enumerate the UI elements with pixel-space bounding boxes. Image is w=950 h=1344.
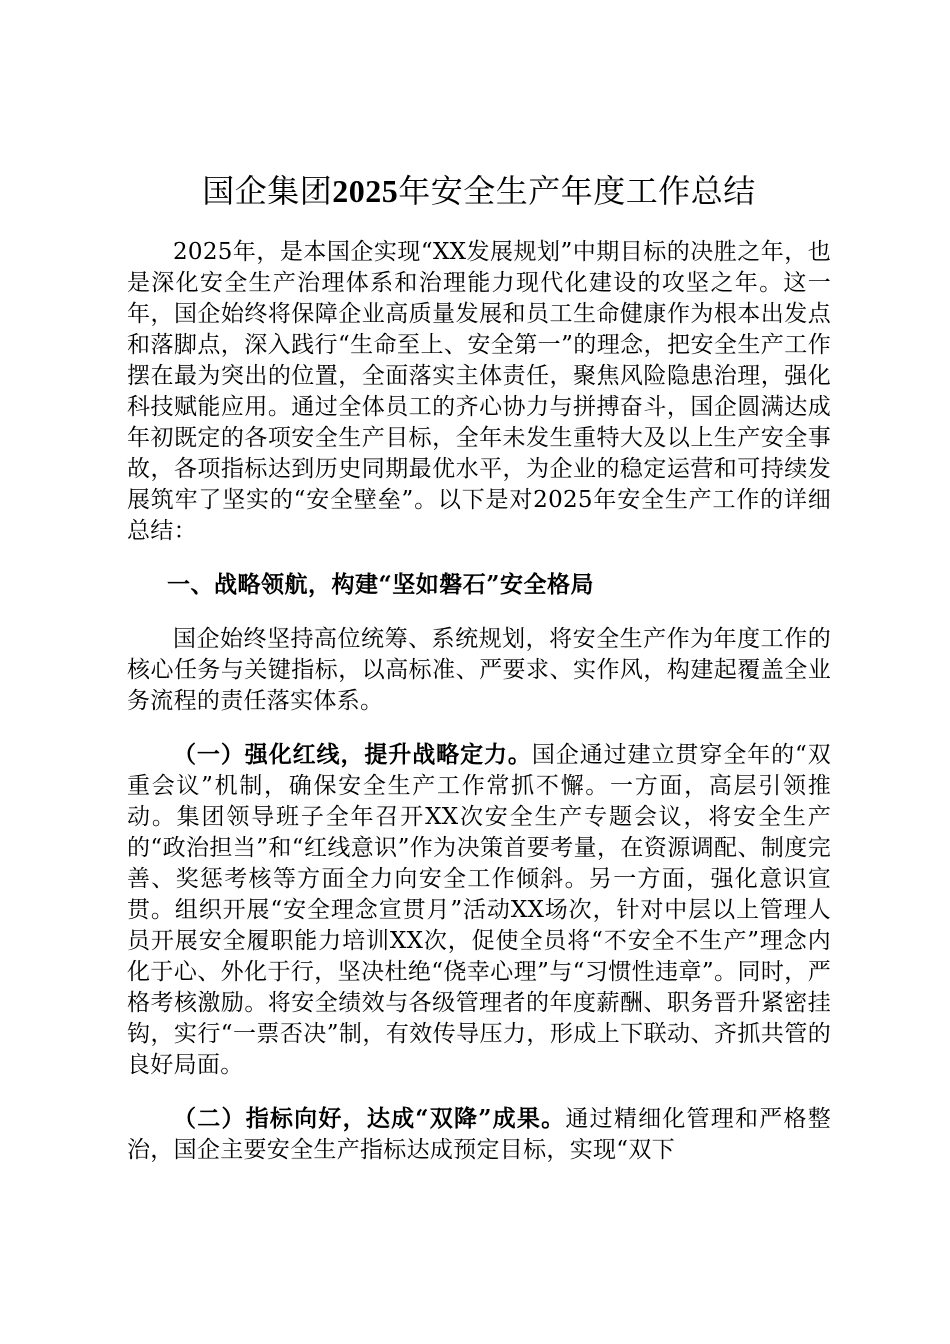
title-suffix: 年安全生产年度工作总结 bbox=[398, 172, 756, 210]
subsection-1-paragraph bbox=[127, 739, 831, 1081]
subsection-1-body: 国企通过建立贯穿全年的“双重会议”机制，确保安全生产工作常抓不懈。一方面，高层引领推动。集团领导班子全年召开XX次安全生产专题会议，将安全生产的“政治担当”和“红线意识”作为决策首要考量，在资源调配、制度完善、奖惩考核等方面全力向安全工作倾斜。另一方面，强化意识宣贯。组织开展“安全理念宣贯月”活动XX场次，针对中层以上管理人员开展安全履职能力培训XX次，促使全员将“不安全不生产”理念内化于心、外化于行，坚决杜绝“侥幸心理”与“习惯性违章”。同时，严格考核激励。将安全绩效与各级管理者的年度薪酬、职务晋升紧密挂钩，实行“一票否决”制，有效传导压力，形成上下联动、齐抓共管的良好局面。 bbox=[127, 742, 831, 1078]
intro-paragraph: 2025年，是本国企实现“XX发展规划”中期目标的决胜之年，也是深化安全生产治理体系和治理能力现代化建设的攻坚之年。这一年，国企始终将保障企业高质量发展和员工生命健康作为根本出发点和落脚点，深入践行“生命至上、安全第一”的理念，把安全生产工作摆在最为突出的位置，全面落实主体责任，聚焦风险隐患治理，强化科技赋能应用。通过全体员工的齐心协力与拼搏奋斗，国企圆满达成年初既定的各项安全生产目标，全年未发生重特大及以上生产安全事故，各项指标达到历史同期最优水平，为企业的稳定运营和可持续发展筑牢了坚实的“安全壁垒”。以下是对2025年安全生产工作的详细总结： bbox=[127, 239, 831, 544]
subsection-1-lead: （一）强化红线，提升战略定力。 bbox=[173, 741, 532, 768]
section-1-heading: 一、战略领航，构建“坚如磐石”安全格局 bbox=[167, 571, 594, 598]
document-title bbox=[127, 165, 831, 217]
section-1-paragraph: 国企始终坚持高位统筹、系统规划，将安全生产作为年度工作的核心任务与关键指标，以高标准、严要求、实作风，构建起覆盖全业务流程的责任落实体系。 bbox=[127, 626, 831, 714]
document-body bbox=[127, 165, 831, 1166]
title-year: 2025 bbox=[332, 173, 399, 209]
subsection-2-paragraph bbox=[127, 1103, 831, 1166]
subsection-2-body: 通过精细化管理和严格整治，国企主要安全生产指标达成预定目标，实现“双下 bbox=[127, 1106, 831, 1163]
title-prefix: 国企集团 bbox=[202, 172, 333, 210]
subsection-2-lead: （二）指标向好，达成“双降”成果。 bbox=[173, 1105, 566, 1132]
